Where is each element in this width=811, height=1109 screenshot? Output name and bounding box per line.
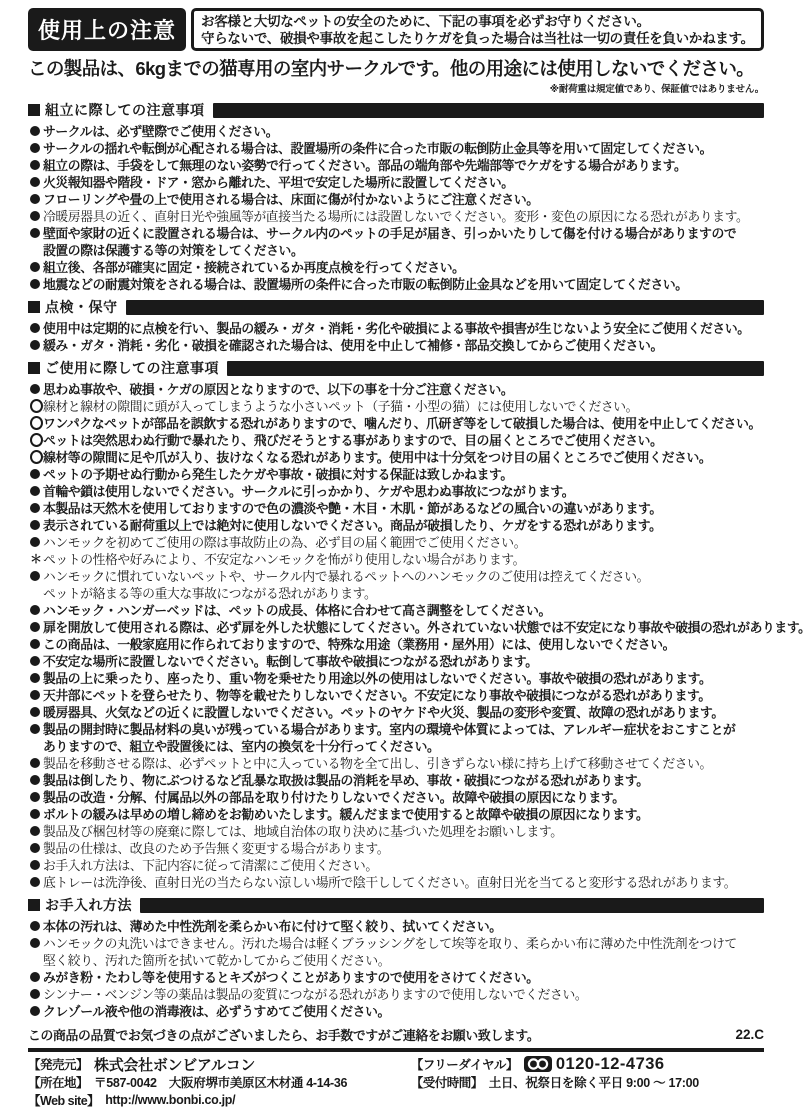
precaution-text: 首輪や鎖は使用しないでください。サークルに引っかかり、ケガや思わぬ事故につながります。 bbox=[43, 484, 575, 499]
precaution-item bbox=[30, 567, 764, 584]
filled-circle-bullet-icon bbox=[30, 323, 43, 333]
precaution-text: ありますので、組立や設置後には、室内の換気を十分行ってください。 bbox=[43, 739, 440, 754]
precaution-text: 暖房器具、火気などの近くに設置しないでください。ペットのヤケドや火災、製品の変形や変質、故障の恐れがあります。 bbox=[43, 705, 724, 720]
precaution-text: クレゾール液や他の消毒液は、必ずうすめてご使用ください。 bbox=[43, 1004, 390, 1019]
section-header bbox=[28, 100, 764, 120]
footer-right-column bbox=[411, 1056, 764, 1108]
website-url: http://www.bonbi.co.jp/ bbox=[105, 1093, 236, 1107]
address-row bbox=[28, 1074, 411, 1090]
square-bullet-icon bbox=[28, 362, 40, 374]
precaution-text: ハンモックの丸洗いはできません。汚れた場合は軽くブラッシングをして埃等を取り、柔らかい布に薄めた中性洗剤をつけて bbox=[43, 936, 737, 951]
precaution-text: シンナー・ベンジン等の薬品は製品の変質につながる恐れがありますので使用しないでください。 bbox=[43, 987, 588, 1002]
precaution-text: 扉を開放して使用される際は、必ず扉を外した状態にしてください。外されていない状態では不安定になり事故や破損の恐れがあります。 bbox=[43, 620, 811, 635]
square-bullet-icon bbox=[28, 104, 40, 116]
precaution-text: サークルの揺れや転倒が心配される場合は、設置場所の条件に合った市販の転倒防止金具等を用いて固定してください。 bbox=[43, 141, 713, 156]
filled-circle-bullet-icon bbox=[30, 938, 43, 948]
section-1 bbox=[28, 297, 764, 353]
precaution-item bbox=[30, 482, 764, 499]
address-label: 【所在地】 bbox=[28, 1076, 89, 1090]
precaution-item bbox=[30, 550, 764, 567]
filled-circle-bullet-icon bbox=[30, 724, 43, 734]
precaution-text: 設置の際は保護する等の対策をしてください。 bbox=[43, 243, 304, 258]
company-address: 〒587-0042 大阪府堺市美原区木材通 4-14-36 bbox=[94, 1076, 348, 1090]
precaution-text: 火災報知器や階段・ドア・窓から離れた、平坦で安定した場所に設置してください。 bbox=[43, 175, 514, 190]
precaution-text: この商品は、一般家庭用に作られておりますので、特殊な用途（業務用・屋外用）には、使用しないでください。 bbox=[43, 637, 675, 652]
section-header bbox=[28, 297, 764, 317]
filled-circle-bullet-icon bbox=[30, 921, 43, 931]
business-hours: 土日、祝祭日を除く平日 9:00 ～ 17:00 bbox=[488, 1076, 699, 1090]
ring-bullet-icon bbox=[30, 433, 43, 447]
filled-circle-bullet-icon bbox=[30, 503, 43, 513]
free-dial-label: 【フリーダイヤル】 bbox=[410, 1058, 518, 1072]
precaution-item bbox=[30, 516, 764, 533]
filled-circle-bullet-icon bbox=[30, 537, 43, 547]
precaution-item bbox=[30, 414, 764, 431]
precaution-item bbox=[30, 397, 764, 414]
filled-circle-bullet-icon bbox=[30, 340, 43, 350]
precaution-text: 地震などの耐震対策をされる場合は、設置場所の条件に合った市販の転倒防止金具などを用いて固定してください。 bbox=[43, 277, 688, 292]
filled-circle-bullet-icon bbox=[30, 826, 43, 836]
closing-row bbox=[28, 1025, 764, 1044]
precaution-item bbox=[30, 319, 764, 336]
filled-circle-bullet-icon bbox=[30, 384, 43, 394]
precaution-text: ペットの予期せぬ行動から発生したケガや事故・破損に対する保証は致しかねます。 bbox=[43, 467, 513, 482]
precaution-text: 天井部にペットを登らせたり、物等を載せたりしないでください。不安定になり事故や破損につながる恐れがあります。 bbox=[43, 688, 711, 703]
precaution-text: 本体の汚れは、薄めた中性洗剤を柔らかい布に付けて堅く絞り、拭いてください。 bbox=[43, 919, 502, 934]
ring-bullet-icon bbox=[30, 450, 43, 464]
precaution-text: みがき粉・たわし等を使用するとキズがつくことがありますので使用をさけてください。 bbox=[43, 970, 539, 985]
seller-row bbox=[28, 1056, 411, 1072]
precaution-text: 製品の改造・分解、付属品以外の部品を取り付けたりしないでください。故障や破損の原因になります。 bbox=[43, 790, 625, 805]
filled-circle-bullet-icon bbox=[30, 809, 43, 819]
footer-left-column bbox=[28, 1056, 411, 1108]
section-header bbox=[28, 895, 764, 915]
precaution-text: 製品は倒したり、物にぶつけるなど乱暴な取扱は製品の消耗を早め、事故・破損につながる恐れがあります。 bbox=[43, 773, 649, 788]
precaution-item bbox=[30, 336, 764, 353]
precaution-text: 冷暖房器具の近く、直射日光や強風等が直接当たる場所には設置しないでください。変形・変色の原因になる恐れがあります。 bbox=[43, 209, 749, 224]
filled-circle-bullet-icon bbox=[30, 486, 43, 496]
precaution-item bbox=[30, 917, 764, 934]
section-header-bar bbox=[227, 361, 764, 376]
free-dial-row bbox=[411, 1056, 764, 1072]
precaution-text: 製品の開封時に製品材料の臭いが残っている場合があります。室内の環境や体質によっては、アレルギー症状をおこすことが bbox=[43, 722, 736, 737]
precaution-item bbox=[30, 380, 764, 397]
precaution-item bbox=[30, 985, 764, 1002]
precaution-item bbox=[30, 1002, 764, 1019]
precaution-item bbox=[30, 968, 764, 985]
filled-circle-bullet-icon bbox=[30, 690, 43, 700]
precaution-text: 壁面や家財の近くに設置される場合は、サークル内のペットの手足が届き、引っかいたりして傷を付ける場合がありますので bbox=[43, 226, 737, 241]
filled-circle-bullet-icon bbox=[30, 989, 43, 999]
precaution-text: フローリングや畳の上で使用される場合は、床面に傷が付かないようにご注意ください。 bbox=[43, 192, 539, 207]
precaution-text: ペットは突然思わぬ行動で暴れたり、飛びだそうとする事がありますので、目の届くところでご使用ください。 bbox=[43, 433, 663, 448]
filled-circle-bullet-icon bbox=[30, 656, 43, 666]
precaution-text: 組立の際は、手袋をして無理のない姿勢で行ってください。部品の端角部や先端部等でケガをする場合があります。 bbox=[43, 158, 687, 173]
filled-circle-bullet-icon bbox=[30, 177, 43, 187]
section-title: お手入れ方法 bbox=[45, 897, 132, 913]
filled-circle-bullet-icon bbox=[30, 843, 43, 853]
precaution-item bbox=[30, 533, 764, 550]
precaution-item bbox=[30, 839, 764, 856]
section-header-bar bbox=[140, 898, 764, 913]
hours-label: 【受付時間】 bbox=[410, 1076, 483, 1090]
filled-circle-bullet-icon bbox=[30, 775, 43, 785]
load-capacity-footnote: ※耐荷重は規定値であり、保証値ではありません。 bbox=[549, 84, 764, 95]
notice-line-1: お客様と大切なペットの安全のために、下記の事項を必ずお守りください。 bbox=[201, 13, 650, 29]
filled-circle-bullet-icon bbox=[30, 707, 43, 717]
precaution-item bbox=[30, 788, 764, 805]
precaution-item bbox=[30, 618, 811, 635]
precaution-text: 製品の仕様は、改良のため予告無く変更する場合があります。 bbox=[43, 841, 390, 856]
filled-circle-bullet-icon bbox=[30, 792, 43, 802]
filled-circle-bullet-icon bbox=[30, 228, 43, 238]
precaution-text: お手入れ方法は、下記内容に従って清潔にご使用ください。 bbox=[43, 858, 378, 873]
precaution-item bbox=[30, 465, 764, 482]
page-header bbox=[28, 8, 764, 51]
filled-circle-bullet-icon bbox=[30, 1006, 43, 1016]
filled-circle-bullet-icon bbox=[30, 520, 43, 530]
precaution-item bbox=[30, 431, 764, 448]
precaution-item bbox=[30, 856, 764, 873]
filled-circle-bullet-icon bbox=[30, 160, 43, 170]
asterisk-bullet-icon: ＊ bbox=[30, 552, 43, 566]
hours-row bbox=[411, 1074, 764, 1090]
precaution-item bbox=[30, 207, 764, 224]
precaution-item bbox=[30, 686, 764, 703]
usage-caution-badge: 使用上の注意 bbox=[28, 8, 186, 51]
filled-circle-bullet-icon bbox=[30, 262, 43, 272]
precaution-item bbox=[30, 669, 764, 686]
seller-label: 【発売元】 bbox=[28, 1058, 89, 1072]
precaution-item bbox=[30, 448, 764, 465]
precaution-item bbox=[30, 652, 764, 669]
precaution-text: 線材等の隙間に足や爪が入り、抜けなくなる恐れがあります。使用中は十分気をつけ目の届くところでご使用ください。 bbox=[43, 450, 712, 465]
precaution-text: ボルトの緩みは早めの増し締めをお勧めいたします。緩んだままで使用すると故障や破損の原因になります。 bbox=[43, 807, 649, 822]
precaution-list bbox=[28, 917, 764, 1019]
section-0 bbox=[28, 100, 764, 292]
precaution-text: ペットが絡まる等の重大な事故につながる恐れがあります。 bbox=[43, 586, 377, 601]
precaution-text: 本製品は天然木を使用しておりますので色の濃淡や艶・木目・木肌・節があるなどの風合いの違いがあります。 bbox=[43, 501, 662, 516]
precaution-item bbox=[30, 173, 764, 190]
precaution-text: ペットの性格や好みにより、不安定なハンモックを怖がり使用しない場合があります。 bbox=[43, 552, 526, 567]
ring-bullet-icon bbox=[30, 416, 43, 430]
precaution-item bbox=[30, 584, 764, 601]
filled-circle-bullet-icon bbox=[30, 143, 43, 153]
filled-circle-bullet-icon bbox=[30, 972, 43, 982]
precaution-text: ハンモック・ハンガーベッドは、ペットの成長、体格に合わせて高さ調整をしてください。 bbox=[43, 603, 551, 618]
precaution-item bbox=[30, 275, 764, 292]
filled-circle-bullet-icon bbox=[30, 469, 43, 479]
filled-circle-bullet-icon bbox=[30, 571, 43, 581]
square-bullet-icon bbox=[28, 899, 40, 911]
precaution-item bbox=[30, 224, 764, 241]
section-title: 組立に際しての注意事項 bbox=[45, 102, 205, 118]
precaution-item bbox=[30, 873, 764, 890]
company-name: 株式会社ボンビアルコン bbox=[94, 1056, 256, 1074]
precaution-item bbox=[30, 703, 764, 720]
precaution-text: ワンパクなペットが部品を誤飲する恐れがありますので、噛んだり、爪研ぎ等をして破損した場合は、使用を中止してください。 bbox=[43, 416, 761, 431]
precaution-item bbox=[30, 754, 764, 771]
precaution-item bbox=[30, 499, 764, 516]
precaution-list bbox=[28, 319, 764, 353]
precaution-text: 底トレーは洗浄後、直射日光の当たらない涼しい場所で陰干ししてください。直射日光を当てると変形する恐れがあります。 bbox=[43, 875, 737, 890]
precaution-text: 製品及び梱包材等の廃棄に際しては、地域自治体の取り決めに基づいた処理をお願いします。 bbox=[43, 824, 563, 839]
ring-bullet-icon bbox=[30, 399, 43, 413]
filled-circle-bullet-icon bbox=[30, 622, 43, 632]
precaution-item bbox=[30, 635, 764, 652]
precaution-item bbox=[30, 737, 764, 754]
precaution-item bbox=[30, 190, 764, 207]
filled-circle-bullet-icon bbox=[30, 673, 43, 683]
precaution-list bbox=[28, 122, 764, 292]
precaution-item bbox=[30, 934, 764, 951]
section-header bbox=[28, 358, 764, 378]
filled-circle-bullet-icon bbox=[30, 877, 43, 887]
quality-contact-note: この商品の品質でお気づきの点がございましたら、お手数ですがご連絡をお願い致します。 bbox=[28, 1028, 540, 1043]
filled-circle-bullet-icon bbox=[30, 126, 43, 136]
precaution-item bbox=[30, 822, 764, 839]
precaution-text: 組立後、各部が確実に固定・接続されているか再度点検を行ってください。 bbox=[43, 260, 465, 275]
filled-circle-bullet-icon bbox=[30, 211, 43, 221]
section-header-bar bbox=[213, 103, 765, 118]
precaution-text: 不安定な場所に設置しないでください。転倒して事故や破損につながる恐れがあります。 bbox=[43, 654, 538, 669]
precaution-text: 製品の上に乗ったり、座ったり、重い物を乗せたり用途以外の使用はしないでください。事故や破損の恐れがあります。 bbox=[43, 671, 712, 686]
filled-circle-bullet-icon bbox=[30, 194, 43, 204]
notice-line-2: 守らないで、破損や事故を起こしたりケガを負った場合は当社は一切の責任を負いかねます。 bbox=[201, 30, 754, 46]
precaution-item bbox=[30, 258, 764, 275]
safety-notice-box bbox=[191, 8, 764, 51]
precaution-sections bbox=[28, 100, 811, 1019]
revision-code: 22.C bbox=[735, 1027, 764, 1042]
precaution-text: 堅く絞り、汚れた箇所を拭いて乾かしてからご使用ください。 bbox=[43, 953, 391, 968]
precaution-text: 使用中は定期的に点検を行い、製品の緩み・ガタ・消耗・劣化や破損による事故や損害が生じないよう安全にご使用ください。 bbox=[43, 321, 750, 336]
precaution-list bbox=[28, 380, 811, 890]
precaution-text: 表示されている耐荷重以上では絶対に使用しないでください。商品が破損したり、ケガをする恐れがあります。 bbox=[43, 518, 662, 533]
precaution-item bbox=[30, 951, 764, 968]
company-footer bbox=[28, 1056, 764, 1108]
free-dial-icon bbox=[524, 1056, 552, 1072]
section-title: 点検・保守 bbox=[45, 299, 118, 315]
filled-circle-bullet-icon bbox=[30, 605, 43, 615]
precaution-text: 思わぬ事故や、破損・ケガの原因となりますので、以下の事を十分ご注意ください。 bbox=[43, 382, 514, 397]
square-bullet-icon bbox=[28, 301, 40, 313]
section-2 bbox=[28, 358, 811, 890]
section-title: ご使用に際しての注意事項 bbox=[45, 360, 219, 376]
footer-divider bbox=[28, 1048, 764, 1052]
precaution-text: ハンモックに慣れていないペットや、サークル内で暴れるペットへのハンモックのご使用は控えてください。 bbox=[43, 569, 650, 584]
precaution-item bbox=[30, 805, 764, 822]
precaution-text: 線材と線材の隙間に頭が入ってしまうような小さいペット（子猫・小型の猫）には使用しないでください。 bbox=[43, 399, 639, 414]
precaution-item bbox=[30, 720, 764, 737]
precaution-text: サークルは、必ず壁際でご使用ください。 bbox=[43, 124, 279, 139]
precaution-item bbox=[30, 601, 764, 618]
precaution-item bbox=[30, 139, 764, 156]
precaution-text: 製品を移動させる際は、必ずペットと中に入っている物を全て出し、引きずらない様に持ち上げて移動させてください。 bbox=[43, 756, 712, 771]
section-3 bbox=[28, 895, 764, 1019]
filled-circle-bullet-icon bbox=[30, 279, 43, 289]
precaution-text: 緩み・ガタ・消耗・劣化・破損を確認された場合は、使用を中止して補修・部品交換してからご使用ください。 bbox=[43, 338, 663, 353]
precaution-item bbox=[30, 771, 764, 788]
filled-circle-bullet-icon bbox=[30, 860, 43, 870]
precaution-item bbox=[30, 241, 764, 258]
product-usage-statement: この製品は、6kgまでの猫専用の室内サークルです。他の用途には使用しないでください。 bbox=[28, 58, 755, 79]
precaution-item bbox=[30, 122, 764, 139]
website-label: 【Web site】 bbox=[28, 1094, 100, 1108]
website-row bbox=[28, 1092, 411, 1108]
filled-circle-bullet-icon bbox=[30, 639, 43, 649]
precaution-text: ハンモックを初めてご使用の際は事故防止の為、必ず目の届く範囲でご使用ください。 bbox=[43, 535, 527, 550]
filled-circle-bullet-icon bbox=[30, 758, 43, 768]
phone-number: 0120-12-4736 bbox=[555, 1054, 665, 1073]
section-header-bar bbox=[126, 300, 765, 315]
precaution-item bbox=[30, 156, 764, 173]
